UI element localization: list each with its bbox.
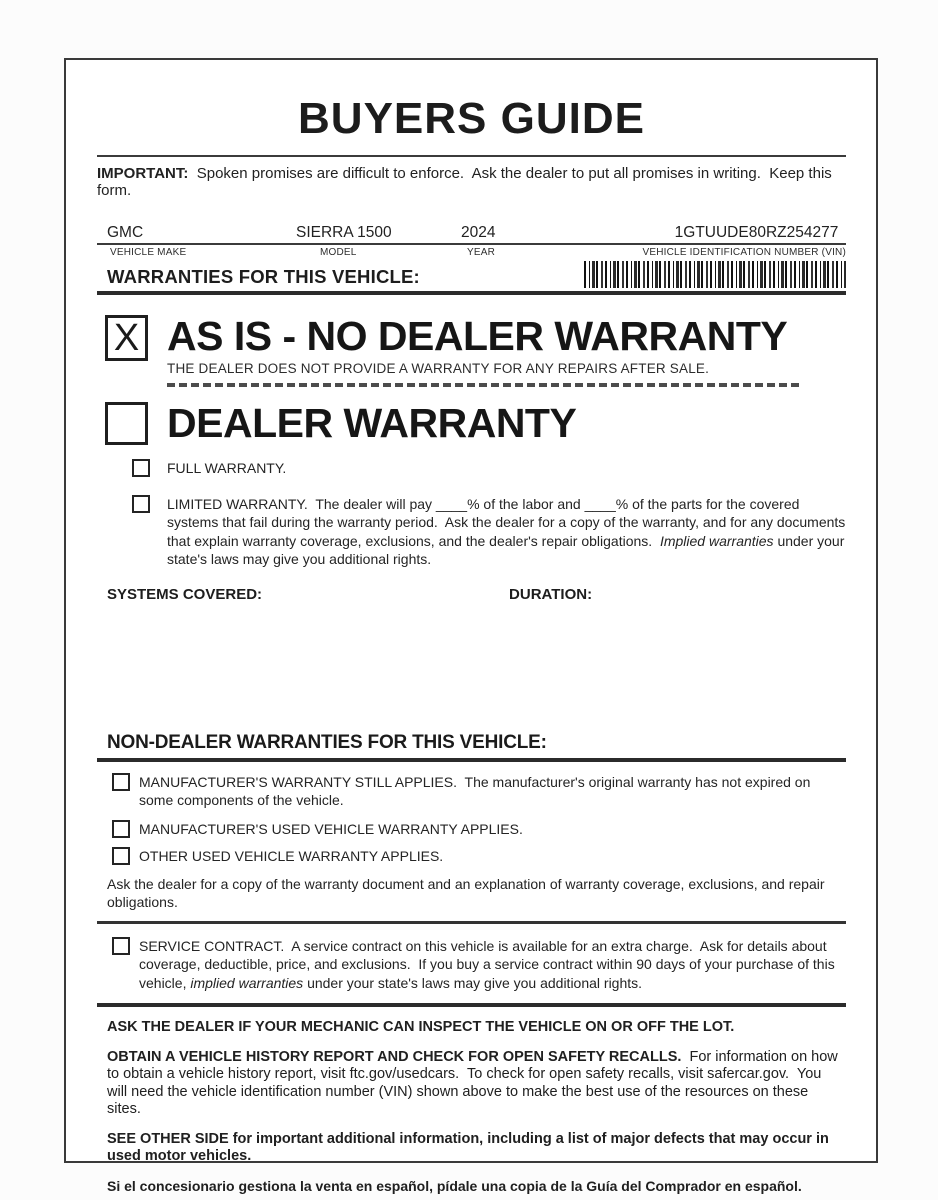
other-used-warranty-row — [112, 847, 846, 866]
vehicle-model-value: SIERRA 1500 — [296, 224, 392, 241]
service-contract-text-2: under your state's laws may give you additional rights. — [303, 974, 643, 991]
manufacturer-used-warranty-checkbox[interactable] — [112, 820, 130, 838]
limited-warranty-text-2: under your state's laws may give you additional rights. — [167, 532, 849, 567]
important-label: IMPORTANT: — [97, 165, 189, 182]
important-text: Spoken promises are difficult to enforce. Ask the dealer to put all promises in writing. Keep this form. — [97, 165, 836, 199]
full-warranty-checkbox[interactable] — [132, 459, 150, 477]
limited-warranty-row — [132, 495, 850, 569]
service-contract-checkbox[interactable] — [112, 937, 130, 955]
history-report-notice — [97, 1049, 845, 1119]
as-is-subtitle: THE DEALER DOES NOT PROVIDE A WARRANTY FOR ANY REPAIRS AFTER SALE. — [167, 361, 710, 376]
other-used-warranty-label: OTHER USED VEHICLE WARRANTY APPLIES. — [139, 848, 444, 864]
as-is-checkbox[interactable] — [105, 315, 148, 361]
vehicle-make-value: GMC — [107, 224, 144, 241]
manufacturer-warranty-label: MANUFACTURER'S WARRANTY STILL APPLIES. The manufacturer's original warranty has not expired on some components of the vehicle. — [139, 773, 815, 808]
manufacturer-warranty-row — [112, 773, 846, 810]
history-report-text: For information on how to obtain a vehicle history report, visit ftc.gov/usedcars. To check for open safety recalls, visit safercar.gov. You will need the vehicle identification number (VIN) shown above to make the best use of the resources on these sites. — [107, 1048, 842, 1117]
vin-barcode — [584, 261, 846, 288]
dealer-warranty-checkbox[interactable] — [105, 402, 148, 445]
dashed-divider — [167, 383, 799, 387]
limited-warranty-implied: Implied warranties — [659, 532, 774, 549]
limited-warranty-text — [167, 495, 850, 569]
divider — [97, 155, 846, 157]
vehicle-info-labels — [97, 247, 846, 258]
spanish-notice: Si el concesionario gestiona la venta en español, pídale una copia de la Guía del Comprador en español. — [107, 1177, 802, 1194]
dealer-warranty-title: DEALER WARRANTY — [167, 400, 577, 446]
as-is-section — [97, 315, 846, 387]
systems-covered-label: SYSTEMS COVERED: — [107, 585, 263, 603]
vehicle-vin-value: 1GTUUDE80RZ254277 — [674, 224, 839, 241]
warranties-heading-row — [97, 261, 846, 288]
dealer-warranty-section — [97, 402, 846, 445]
warranties-heading: WARRANTIES FOR THIS VEHICLE: — [107, 266, 420, 287]
history-report-bold: OBTAIN A VEHICLE HISTORY REPORT AND CHECK FOR OPEN SAFETY RECALLS. — [107, 1048, 682, 1065]
manufacturer-used-warranty-row — [112, 820, 846, 839]
as-is-title: AS IS - NO DEALER WARRANTY — [167, 313, 788, 359]
vehicle-info-row — [97, 223, 846, 245]
page-title: BUYERS GUIDE — [298, 94, 645, 143]
see-other-side-notice: SEE OTHER SIDE for important additional information, including a list of major defects that may occur in used motor vehicles. — [107, 1130, 829, 1164]
duration-label: DURATION: — [509, 585, 593, 603]
systems-duration-row — [97, 586, 846, 603]
vehicle-vin-label: VEHICLE IDENTIFICATION NUMBER (VIN) — [642, 247, 846, 258]
service-contract-row — [112, 937, 846, 993]
inspect-notice: ASK THE DEALER IF YOUR MECHANIC CAN INSPECT THE VEHICLE ON OR OFF THE LOT. — [107, 1019, 735, 1035]
important-notice — [97, 165, 846, 199]
buyers-guide-form — [64, 58, 878, 1194]
vehicle-make-label: VEHICLE MAKE — [110, 247, 187, 258]
manufacturer-warranty-checkbox[interactable] — [112, 773, 130, 791]
service-contract-text-1: SERVICE CONTRACT. A service contract on this vehicle is available for an extra charge. Ask for details about coverage, deductible, price, and exclusions. If you buy a service contract within 90 days of your purchase of this vehicle, — [139, 937, 839, 991]
limited-warranty-checkbox[interactable] — [132, 495, 150, 513]
non-dealer-heading: NON-DEALER WARRANTIES FOR THIS VEHICLE: — [107, 731, 547, 753]
divider — [97, 921, 846, 924]
service-contract-implied: implied warranties — [190, 974, 304, 991]
non-dealer-note: Ask the dealer for a copy of the warranty document and an explanation of warranty coverage, exclusions, and repair obligations. — [107, 875, 829, 910]
manufacturer-used-warranty-label: MANUFACTURER'S USED VEHICLE WARRANTY APPLIES. — [139, 820, 523, 837]
limited-warranty-text-1: LIMITED WARRANTY. The dealer will pay ____% of the labor and ____% of the parts for the covered systems that fail during the warranty period. Ask the dealer for a copy of the warranty, and for any documents that explain warranty coverage, exclusions, and the dealer's repair obligations. — [167, 495, 850, 549]
full-warranty-row — [132, 459, 846, 478]
divider — [97, 1003, 846, 1007]
vehicle-model-label: MODEL — [320, 247, 357, 258]
vehicle-year-label: YEAR — [467, 247, 496, 258]
divider — [97, 291, 846, 295]
vehicle-year-value: 2024 — [461, 224, 496, 241]
divider — [97, 758, 846, 762]
full-warranty-label: FULL WARRANTY. — [167, 460, 287, 476]
other-used-warranty-checkbox[interactable] — [112, 847, 130, 865]
service-contract-text — [139, 937, 839, 993]
as-is-checkbox-mark: X — [113, 317, 140, 359]
